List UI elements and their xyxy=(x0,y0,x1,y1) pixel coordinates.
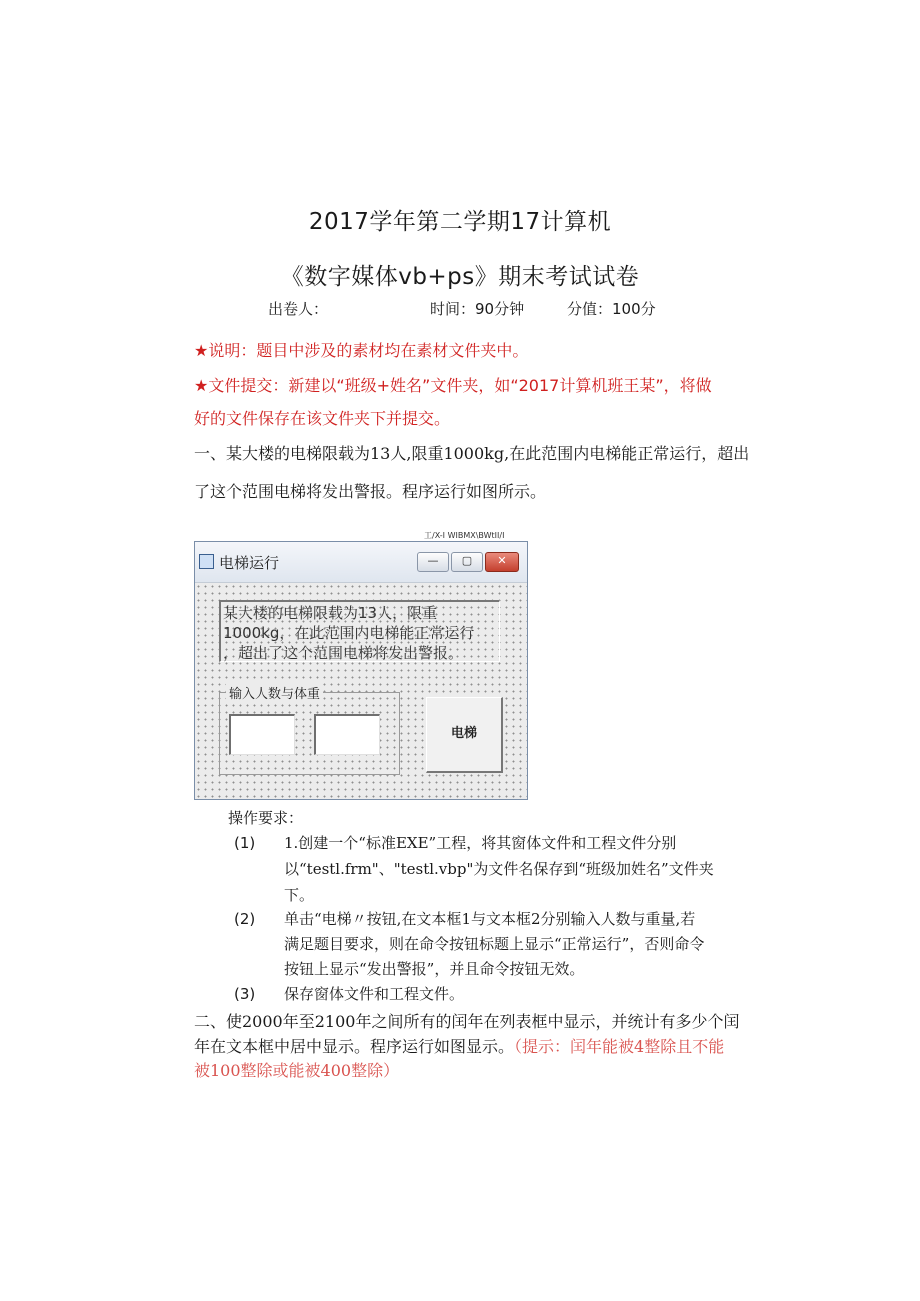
form-label-line2: 1000kg，在此范围内电梯能正常运行 xyxy=(223,624,475,642)
form-label-line3: ，超出了这个范围电梯将发出警报。 xyxy=(223,644,464,662)
q2-hint-part2: 被100整除或能被400整除） xyxy=(194,1061,400,1080)
form-label-line1: 某大楼的电梯限载为13人，限重 xyxy=(223,604,438,622)
q2-text-line2 xyxy=(194,1035,724,1059)
q2-text-line1: 二、使2000年至2100年之间所有的闰年在列表框中显示，并统计有多少个闰 xyxy=(194,1012,740,1031)
form-title: 电梯运行 xyxy=(219,554,280,572)
form-icon xyxy=(199,554,214,569)
author-label: 出卷人： xyxy=(268,300,329,318)
textbox-2 xyxy=(314,714,380,755)
q1-text-line1: 一、某大楼的电梯限载为13人,限重1000kg,在此范围内电梯能正常运行，超出 xyxy=(194,444,750,463)
elevator-command-button: 电梯 xyxy=(426,697,503,773)
item-1-line3: 下。 xyxy=(284,886,315,904)
score-label: 分值：100分 xyxy=(567,300,656,318)
item-number-1: (1) xyxy=(234,834,256,852)
form-label xyxy=(219,600,500,662)
image-caption: 工/X-I WIBMX\BWtII/Ⅰ xyxy=(424,531,505,540)
item-1-line2: 以“testl.frm"、"testl.vbp"为文件名保存到“班级加姓名”文件夹 xyxy=(284,860,714,878)
close-icon: ✕ xyxy=(485,552,519,572)
item-2-line3: 按钮上显示“发出警报”，并且命令按钮无效。 xyxy=(284,960,585,978)
item-3-line1: 保存窗体文件和工程文件。 xyxy=(284,985,465,1003)
exam-title-line1: 2017学年第二学期17计算机 xyxy=(308,209,612,235)
q2-text-line2-main: 年在文本框中居中显示。程序运行如图显示。 xyxy=(194,1037,515,1056)
time-label: 时间：90分钟 xyxy=(430,300,525,318)
textbox-1 xyxy=(229,714,295,755)
note-submission-line1: ★文件提交：新建以“班级+姓名”文件夹，如“2017计算机班王某”，将做 xyxy=(194,376,712,395)
item-1-line1: 1.创建一个“标准EXE”工程，将其窗体文件和工程文件分别 xyxy=(284,834,677,852)
item-2-line1: 单击“电梯〃按钮,在文本框1与文本框2分别输入人数与重量,若 xyxy=(284,910,696,928)
q2-hint-part1: （提示：闰年能被4整除且不能 xyxy=(514,1037,725,1056)
maximize-icon: ▢ xyxy=(451,552,483,572)
ops-title: 操作要求： xyxy=(228,809,304,827)
item-number-3: (3) xyxy=(234,985,256,1003)
minimize-icon: — xyxy=(417,552,449,572)
item-2-line2: 满足题目要求，则在命令按钮标题上显示“正常运行”，否则命令 xyxy=(284,935,705,953)
note-materials: ★说明：题目中涉及的素材均在素材文件夹中。 xyxy=(194,341,529,360)
q1-text-line2: 了这个范围电梯将发出警报。程序运行如图所示。 xyxy=(194,482,547,501)
form-titlebar xyxy=(195,542,527,583)
frame-caption: 输入人数与体重 xyxy=(226,683,323,702)
vb-form-screenshot xyxy=(194,541,528,800)
exam-title-line2: 《数字媒体vb+ps》期末考试试卷 xyxy=(280,264,640,290)
item-number-2: (2) xyxy=(234,910,256,928)
note-submission-line2: 好的文件保存在该文件夹下并提交。 xyxy=(194,409,451,428)
